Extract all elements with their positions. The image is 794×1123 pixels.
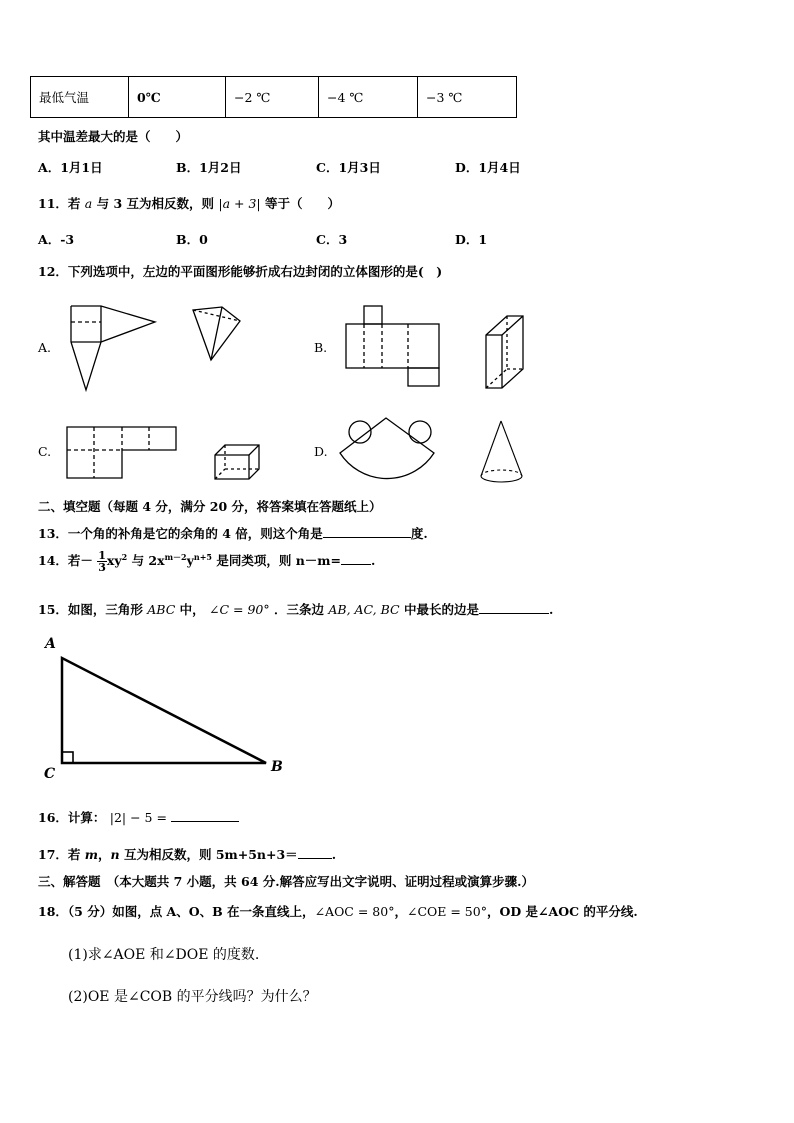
- q17-suffix: .: [331, 847, 337, 862]
- q14-mid2: 与 2x: [131, 553, 165, 568]
- q15-sides: AB, AC, BC: [328, 602, 400, 617]
- q11-option-b: B．0: [176, 232, 208, 247]
- q13-suffix: 度.: [410, 526, 428, 541]
- q18-sep: ，: [394, 904, 407, 919]
- q12-label-c: C.: [38, 444, 52, 459]
- q17-text: 互为相反数，则 5m+5n+3＝: [123, 847, 298, 862]
- q13-stem: [38, 524, 428, 542]
- q15-label-c: C: [44, 766, 56, 782]
- q14-suffix: .: [370, 553, 376, 568]
- table-cell: 0℃: [129, 77, 226, 118]
- q14-exp1: 2: [121, 551, 128, 562]
- q15-answer-blank: [479, 601, 549, 614]
- q14-mid4: 是同类项，则 n－m=: [216, 553, 341, 568]
- q10-option-b: B．1月2日: [176, 160, 242, 175]
- q16-prefix: 16．计算：: [38, 810, 106, 825]
- q14-fraction: [97, 550, 107, 573]
- table-cell: −3 ℃: [418, 77, 517, 118]
- q17-var-n: n: [110, 847, 120, 862]
- q11-var-a: a: [84, 196, 93, 211]
- q12-net-c: [67, 427, 176, 478]
- q15-angle: ∠C = 90°: [209, 602, 270, 617]
- q12-solid-a: [193, 307, 240, 360]
- q12-net-a: [71, 306, 155, 390]
- q16-expression: |2| − 5 =: [109, 810, 167, 825]
- q11-option-d: D．1: [455, 232, 488, 247]
- q12-label-a: A.: [38, 340, 52, 355]
- q12-solid-c: [215, 445, 259, 479]
- q17-sep: ，: [98, 847, 111, 862]
- q12-solid-d: [481, 421, 522, 482]
- q10-option-d: D．1月4日: [455, 160, 521, 175]
- q15-label-a: A: [45, 636, 56, 652]
- q10-option-c: C．1月3日: [316, 160, 381, 175]
- q14-exp2: m－2: [164, 551, 187, 562]
- q11-expression: |a + 3|: [218, 196, 261, 211]
- q12-label-d: D.: [314, 444, 328, 459]
- fraction-numerator: 1: [98, 549, 106, 562]
- q15-suffix: .: [548, 602, 554, 617]
- q14-mid3: y: [186, 553, 194, 568]
- q12-label-b: B.: [314, 340, 328, 355]
- q18-sub1: (1)求∠AOE 和∠DOE 的度数.: [68, 947, 260, 963]
- q13-answer-blank: [323, 525, 411, 538]
- q15-triangle: [62, 658, 266, 763]
- q18-angle2: ∠COE = 50°: [406, 904, 487, 919]
- q14-prefix: 14．若－: [38, 553, 93, 568]
- q10-stem: 其中温差最大的是（ ）: [38, 129, 189, 144]
- q11-text-b: 与 3 互为相反数，则: [96, 196, 214, 211]
- q18-sub2: (2)OE 是∠COB 的平分线吗？为什么？: [68, 989, 317, 1005]
- q15-mid2: ．三条边: [274, 602, 325, 617]
- q17-stem: [38, 845, 336, 863]
- section2-title: 二、填空题（每题 4 分，满分 20 分，将答案填在答题纸上）: [38, 499, 382, 514]
- q16-answer-blank: [171, 809, 239, 822]
- q11-option-c: C．3: [316, 232, 348, 247]
- q14-answer-blank: [341, 552, 371, 565]
- q17-prefix: 17．若: [38, 847, 81, 862]
- table-cell: −2 ℃: [226, 77, 319, 118]
- q18-prefix: 18．（5 分）如图，点 A、O、B 在一条直线上，: [38, 904, 315, 919]
- q15-triangle-name: ABC: [147, 602, 176, 617]
- q11-text-a: 若: [67, 196, 81, 211]
- q18-angle1: ∠AOC = 80°: [314, 904, 395, 919]
- q11-num: 11．: [38, 196, 68, 211]
- q17-answer-blank: [298, 846, 332, 859]
- q12-net-b: [346, 306, 439, 386]
- q14-mid1: xy: [106, 553, 122, 568]
- q15-mid1: 中，: [179, 602, 205, 617]
- q18-text: ，OD 是∠AOC 的平分线.: [486, 904, 638, 919]
- section3-title: 三、解答题 （本大题共 7 小题，共 64 分.解答应写出文字说明、证明过程或演算步骤.）: [38, 874, 534, 889]
- q18-stem: [38, 902, 638, 920]
- q15-label-b: B: [271, 759, 283, 775]
- q14-exp3: n+5: [193, 551, 212, 562]
- q10-option-a: A．1月1日: [38, 160, 103, 175]
- table-cell: −4 ℃: [319, 77, 418, 118]
- table-cell: 最低气温: [31, 77, 129, 118]
- q11-text-c: 等于（ ）: [264, 196, 340, 211]
- q15-stem: [38, 600, 553, 618]
- q15-mid3: 中最长的边是: [403, 602, 479, 617]
- q13-text: 13．一个角的补角是它的余角的 4 倍，则这个角是: [38, 526, 323, 541]
- q15-prefix: 15．如图，三角形: [38, 602, 143, 617]
- q11-option-a: A．-3: [38, 232, 75, 247]
- q12-stem: 12．下列选项中，左边的平面图形能够折成右边封闭的立体图形的是( ): [38, 264, 443, 279]
- q12-solid-b: [486, 316, 523, 388]
- q12-net-d: [340, 418, 434, 479]
- fraction-denominator: 3: [98, 561, 106, 574]
- q17-var-m: m: [84, 847, 98, 862]
- q14-stem: [38, 550, 375, 573]
- q16-stem: [38, 808, 239, 826]
